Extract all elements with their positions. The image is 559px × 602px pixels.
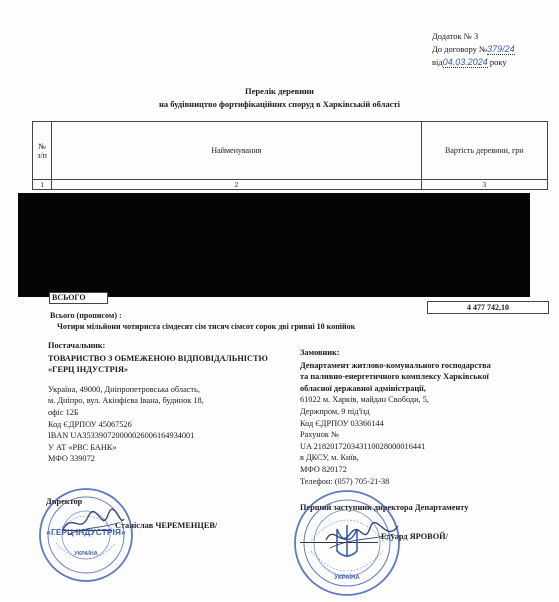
customer-account-label: Рахунок № bbox=[300, 430, 339, 440]
addendum-date bbox=[432, 56, 515, 69]
total-value: 4 477 742,10 bbox=[427, 301, 549, 314]
customer-stamp-country: УКРАЇНА bbox=[334, 575, 360, 581]
supplier-address-3: офіс 12Б bbox=[48, 407, 79, 417]
contract-number-handwritten: 379/24 bbox=[487, 44, 515, 54]
customer-edrpou: Код ЄДРПОУ 03366144 bbox=[300, 418, 384, 428]
supplier-name-line2: «ГЕРЦ ІНДУСТРІЯ» bbox=[48, 365, 129, 375]
header-number: № з/п bbox=[33, 122, 52, 180]
addendum-contract-prefix: До договору № bbox=[432, 44, 488, 54]
customer-iban: UA 218201720343110028000016441 bbox=[300, 441, 426, 451]
supplier-iban: IBAN UA353390720000026006164934001 bbox=[48, 431, 195, 441]
supplier-bank: У АТ «РВС БАНК» bbox=[48, 442, 117, 452]
supplier-signatory: Станіслав ЧЕРЕМЕНЦЕВ/ bbox=[115, 521, 218, 530]
header-name: Найменування bbox=[52, 122, 421, 180]
supplier-edrpou: Код ЄДРПОУ 45067526 bbox=[48, 419, 132, 429]
document-subtitle: на будівництво фортифікаційних споруд в Харківській області bbox=[159, 99, 400, 109]
supplier-address-2: м. Дніпро, вул. Акінфієва Івана, будинок 18, bbox=[48, 396, 204, 406]
timber-table bbox=[32, 121, 548, 190]
supplier-position: Директор bbox=[46, 497, 83, 506]
customer-heading: Замовник: bbox=[300, 348, 340, 357]
document-title: Перелік деревини bbox=[245, 86, 314, 96]
addendum-number: Додаток № 3 bbox=[432, 31, 479, 41]
addendum-header bbox=[432, 30, 515, 69]
customer-phone: Телефон: (057) 705-21-38 bbox=[300, 476, 390, 486]
customer-position: Перший заступник директора Департаменту bbox=[300, 503, 469, 512]
total-label: ВСЬОГО bbox=[49, 292, 108, 304]
customer-block bbox=[300, 347, 491, 487]
supplier-address-1: Україна, 49000, Дніпропетровська область, bbox=[48, 384, 200, 394]
customer-name-line3: обласної державної адміністрації, bbox=[300, 383, 426, 393]
customer-signature-icon bbox=[322, 520, 402, 554]
supplier-signature-icon bbox=[58, 505, 128, 541]
index-cell-3: 3 bbox=[421, 180, 547, 190]
customer-signatory: Едуард ЯРОВОЙ/ bbox=[381, 532, 448, 541]
supplier-mfo: МФО 339072 bbox=[48, 454, 95, 464]
customer-address-2: Держпром, 9 під'їзд bbox=[300, 406, 370, 416]
index-cell-1: 1 bbox=[33, 180, 52, 190]
customer-treasury: в ДКСУ, м. Київ, bbox=[300, 453, 359, 463]
supplier-name-line1: ТОВАРИСТВО З ОБМЕЖЕНОЮ ВІДПОВІДАЛЬНІСТЮ bbox=[48, 353, 268, 363]
customer-mfo: МФО 820172 bbox=[300, 464, 347, 474]
supplier-stamp-country: УКРАЇНА bbox=[74, 551, 98, 557]
supplier-heading: Постачальник: bbox=[48, 341, 106, 350]
redacted-block bbox=[18, 193, 530, 297]
addendum-date-suffix: року bbox=[489, 57, 507, 67]
table-index-row bbox=[33, 180, 548, 190]
supplier-stamp-name: «ГЕРЦ ІНДУСТРІЯ» bbox=[46, 527, 126, 537]
table-header-row bbox=[33, 122, 548, 180]
customer-address-1: 61022 м. Харків, майдан Свободи, 5, bbox=[300, 395, 429, 405]
customer-name-line2: та паливно-енергетичного комплексу Харківської bbox=[300, 372, 489, 382]
supplier-block bbox=[48, 340, 268, 465]
in-words-label: Всього (прописом) : bbox=[50, 311, 122, 320]
header-cost: Вартість деревини, грн bbox=[421, 122, 547, 180]
addendum-contract bbox=[432, 43, 515, 56]
customer-name-line1: Департамент житлово-комунального господарства bbox=[300, 360, 491, 370]
addendum-date-prefix: від bbox=[432, 57, 443, 67]
in-words-text: Чотири мільйони чотириста сімдесят сім тисяч сімсот сорок дві гривні 10 копійок bbox=[57, 322, 356, 331]
index-cell-2: 2 bbox=[52, 180, 421, 190]
contract-date-handwritten: 04.03.2024 bbox=[442, 57, 488, 67]
